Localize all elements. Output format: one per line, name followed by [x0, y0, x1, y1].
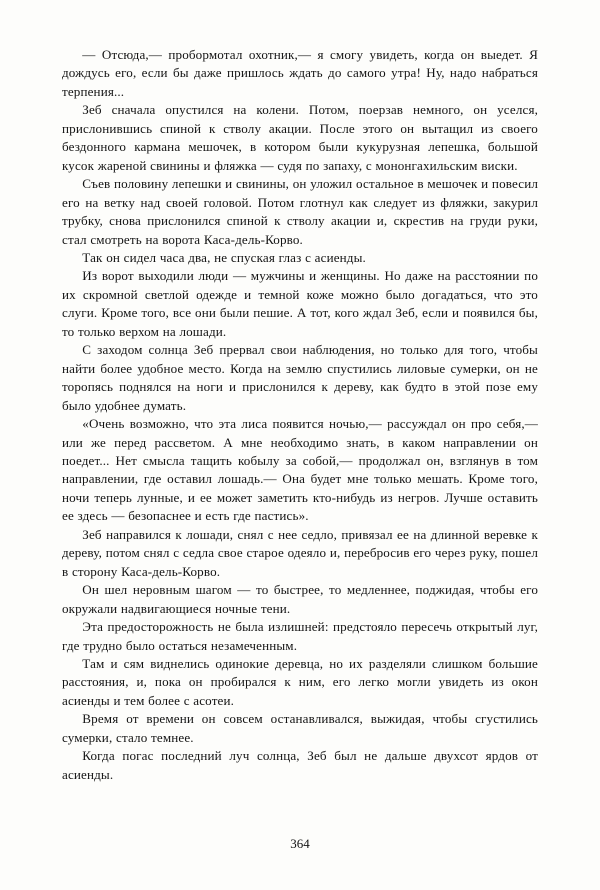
page-number: 364	[290, 836, 310, 851]
paragraph: С заходом солнца Зеб прервал свои наблюдения, но только для того, чтобы найти более удобное место. Когда на землю спустились лиловые сумерки, он не торопясь поднялся на ноги и прислонился к дереву, как будто в этой позе ему было удобнее думать.	[62, 342, 538, 413]
paragraph: Время от времени он совсем останавливался, выжидая, чтобы сгустились сумерки, стало темнее.	[62, 711, 538, 745]
paragraph: — Отсюда,— пробормотал охотник,— я смогу увидеть, когда он выедет. Я дождусь его, если бы даже пришлось ждать до самого утра! Ну, надо набраться терпения...	[62, 47, 538, 99]
paragraph: Эта предосторожность не была излишней: предстояло пересечь открытый луг, где трудно было остаться незамеченным.	[62, 619, 538, 653]
page-body	[62, 46, 538, 784]
paragraph: Так он сидел часа два, не спуская глаз с асиенды.	[82, 249, 366, 265]
paragraph: Зеб сначала опустился на колени. Потом, поерзав немного, он уселся, прислонившись спиной к стволу акации. После этого он вытащил из своего бездонного кармана мешочек, в котором были кукурузная лепешка, большой кусок жареной свинины и фляжка — судя по запаху, с мононгахильским виски.	[62, 102, 538, 173]
paragraph: Он шел неровным шагом — то быстрее, то медленнее, поджидая, чтобы его окружали надвигающиеся ночные тени.	[62, 582, 538, 616]
paragraph: Когда погас последний луч солнца, Зеб был не дальше двухсот ярдов от асиенды.	[62, 748, 538, 782]
paragraph: Там и сям виднелись одинокие деревца, но их разделяли слишком большие расстояния, и, пока он пробирался к ним, его легко могли увидеть из окон асиенды и тем более с асотеи.	[62, 655, 538, 708]
paragraph: «Очень возможно, что эта лиса появится ночью,— рассуждал он про себя,— или же перед рассветом. А мне необходимо знать, в каком направлении он поедет... Нет смысла тащить кобылу за собой,— продолжал он, взглянув в том направлении, где оставил лошадь.— Она будет мне только мешать. Кроме того, ночи теперь лунные, и ее может заметить кто-нибудь из негров. Лучше оставить ее здесь — безопаснее и есть где пастись».	[62, 416, 538, 524]
paragraph: Зеб направился к лошади, снял с нее седло, привязал ее на длинной веревке к дереву, потом снял с седла свое старое одеяло и, перебросив его через руку, пошел в сторону Каса-дель-Корво.	[62, 526, 538, 579]
paragraph: Из ворот выходили люди — мужчины и женщины. Но даже на расстоянии по их скромной светлой одежде и темной коже можно было догадаться, что это слуги. Кроме того, все они были пешие. А тот, кого ждал Зеб, если и появился бы, то только верхом на лошади.	[62, 268, 538, 339]
paragraph: Съев половину лепешки и свинины, он уложил остальное в мешочек и повесил его на ветку над своей головой. Потом глотнул как следует из фляжки, закурил трубку, снова прислонился спиной к стволу акации и, скрестив на груди руки, стал смотреть на ворота Каса-дель-Корво.	[62, 176, 538, 247]
